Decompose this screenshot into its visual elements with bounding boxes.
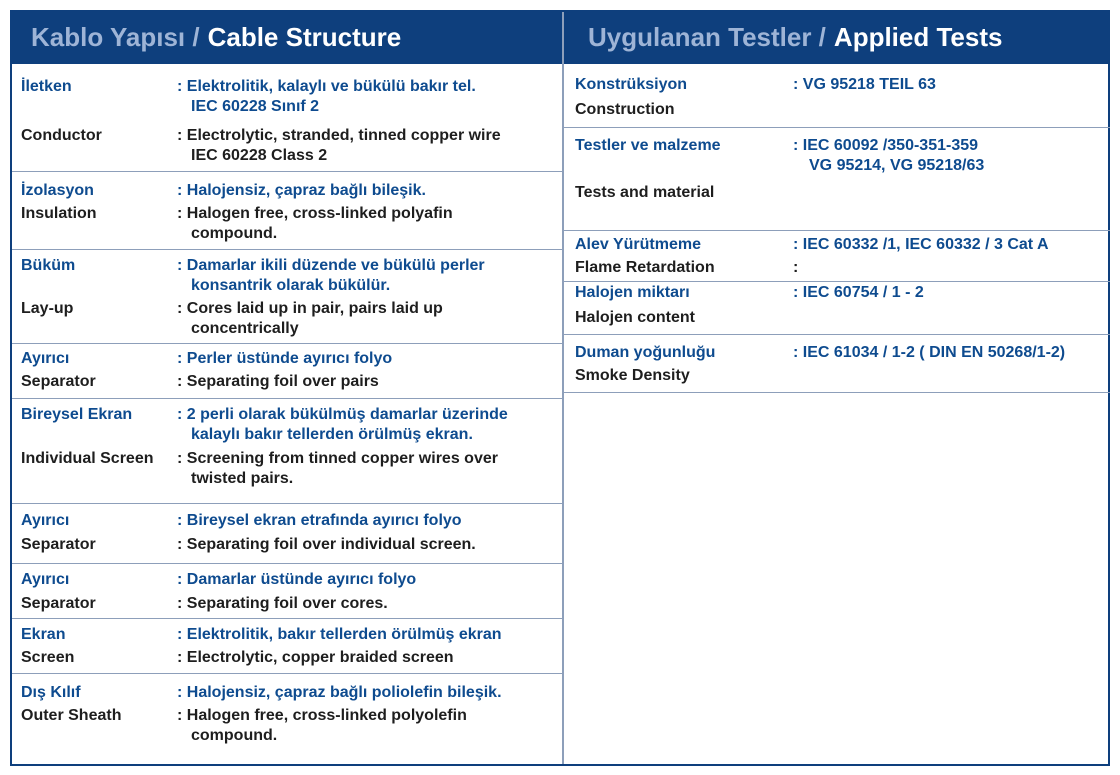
value-tr: : Elektrolitik, bakır tellerden örülmüş ekran (177, 626, 502, 643)
value: : IEC 60754 / 1 - 2 (793, 284, 924, 301)
label-tr: Halojen miktarı (575, 284, 690, 301)
label-tr: Büküm (21, 257, 76, 274)
label-en: Separator (21, 373, 96, 390)
label-tr: İletken (21, 78, 72, 95)
section-flame-retardation (564, 231, 1110, 282)
label-tr: Ayırıcı (21, 571, 70, 588)
value: : IEC 61034 / 1-2 ( DIN EN 50268/1-2) (793, 344, 1066, 361)
value-en: : (793, 259, 799, 276)
value-tr-2: kalaylı bakır tellerden örülmüş ekran. (191, 426, 473, 443)
label-tr: Duman yoğunluğu (575, 344, 716, 361)
section-screen (12, 619, 562, 674)
label-en: Halojen content (575, 309, 696, 326)
value: : VG 95218 TEIL 63 (793, 76, 936, 93)
value-tr: : Bireysel ekran etrafında ayırıcı folyo (177, 512, 462, 529)
section-insulation (12, 172, 562, 250)
value-en-2: twisted pairs. (191, 470, 294, 487)
header-english: Cable Structure (207, 21, 402, 52)
label-en: Separator (21, 536, 96, 553)
label-en: Outer Sheath (21, 707, 122, 724)
value-en: : Electrolytic, copper braided screen (177, 649, 454, 666)
value-en-2: compound. (191, 727, 278, 744)
label-tr: Bireysel Ekran (21, 406, 133, 423)
label-en: Lay-up (21, 300, 74, 317)
value-en: : Screening from tinned copper wires over (177, 450, 498, 467)
label-en: Screen (21, 649, 75, 666)
label-en: Conductor (21, 127, 102, 144)
value-tr: : Halojensiz, çapraz bağlı bileşik. (177, 182, 426, 199)
value-en-2: IEC 60228 Class 2 (191, 147, 328, 164)
cable-structure-table (12, 62, 562, 764)
label-tr: Ayırıcı (21, 512, 70, 529)
label-tr: Testler ve malzeme (575, 137, 721, 154)
section-separator-screen (12, 504, 562, 564)
label-en: Flame Retardation (575, 259, 715, 276)
section-separator-pairs (12, 344, 562, 399)
label-en: Separator (21, 595, 96, 612)
label-tr: Ekran (21, 626, 66, 643)
value-tr: : Damarlar ikili düzende ve bükülü perler (177, 257, 485, 274)
value-en: : Halogen free, cross-linked polyolefin (177, 707, 467, 724)
label-en: Tests and material (575, 184, 715, 201)
value-en: : Separating foil over pairs (177, 373, 379, 390)
value-tr: : Elektrolitik, kalaylı ve bükülü bakır tel. (177, 78, 476, 95)
value-tr-2: konsantrik olarak bükülür. (191, 277, 391, 294)
label-en: Construction (575, 101, 675, 118)
header-turkish: Kablo Yapısı / (31, 21, 200, 52)
label-en: Individual Screen (21, 450, 154, 467)
label-tr: Ayırıcı (21, 350, 70, 367)
spec-sheet (10, 10, 1110, 766)
label-en: Smoke Density (575, 367, 690, 384)
section-halogen-content (564, 282, 1110, 335)
label-tr: İzolasyon (21, 182, 94, 199)
value: : IEC 60332 /1, IEC 60332 / 3 Cat A (793, 236, 1049, 253)
value-en-2: compound. (191, 225, 278, 242)
value-tr: : Halojensiz, çapraz bağlı poliolefin bileşik. (177, 684, 502, 701)
section-outer-sheath (12, 674, 562, 764)
value-en: : Separating foil over cores. (177, 595, 388, 612)
applied-tests-header (564, 12, 1110, 62)
applied-tests-column (562, 12, 1110, 764)
value-en: : Electrolytic, stranded, tinned copper wire (177, 127, 501, 144)
section-smoke-density (564, 335, 1110, 393)
label-tr: Dış Kılıf (21, 684, 81, 701)
applied-tests-table (564, 62, 1110, 393)
value-tr: : Perler üstünde ayırıcı folyo (177, 350, 393, 367)
value: : IEC 60092 /350-351-359 (793, 137, 979, 154)
section-construction (564, 64, 1110, 128)
header-turkish: Uygulanan Testler / (588, 21, 826, 52)
label-en: Insulation (21, 205, 97, 222)
value-en-2: concentrically (191, 320, 299, 337)
section-conductor (12, 64, 562, 172)
section-layup (12, 250, 562, 344)
value-en: : Separating foil over individual screen. (177, 536, 476, 553)
value-2: VG 95214, VG 95218/63 (809, 157, 985, 174)
value-tr-2: IEC 60228 Sınıf 2 (191, 98, 320, 115)
section-separator-cores (12, 564, 562, 619)
value-en: : Halogen free, cross-linked polyafin (177, 205, 453, 222)
section-individual-screen (12, 399, 562, 504)
header-english: Applied Tests (833, 21, 1003, 52)
value-tr: : Damarlar üstünde ayırıcı folyo (177, 571, 417, 588)
section-tests-material (564, 128, 1110, 231)
value-en: : Cores laid up in pair, pairs laid up (177, 300, 443, 317)
cable-structure-header (12, 12, 562, 62)
cable-structure-column (12, 12, 562, 764)
value-tr: : 2 perli olarak bükülmüş damarlar üzerinde (177, 406, 508, 423)
label-tr: Alev Yürütmeme (575, 236, 701, 253)
label-tr: Konstrüksiyon (575, 76, 688, 93)
